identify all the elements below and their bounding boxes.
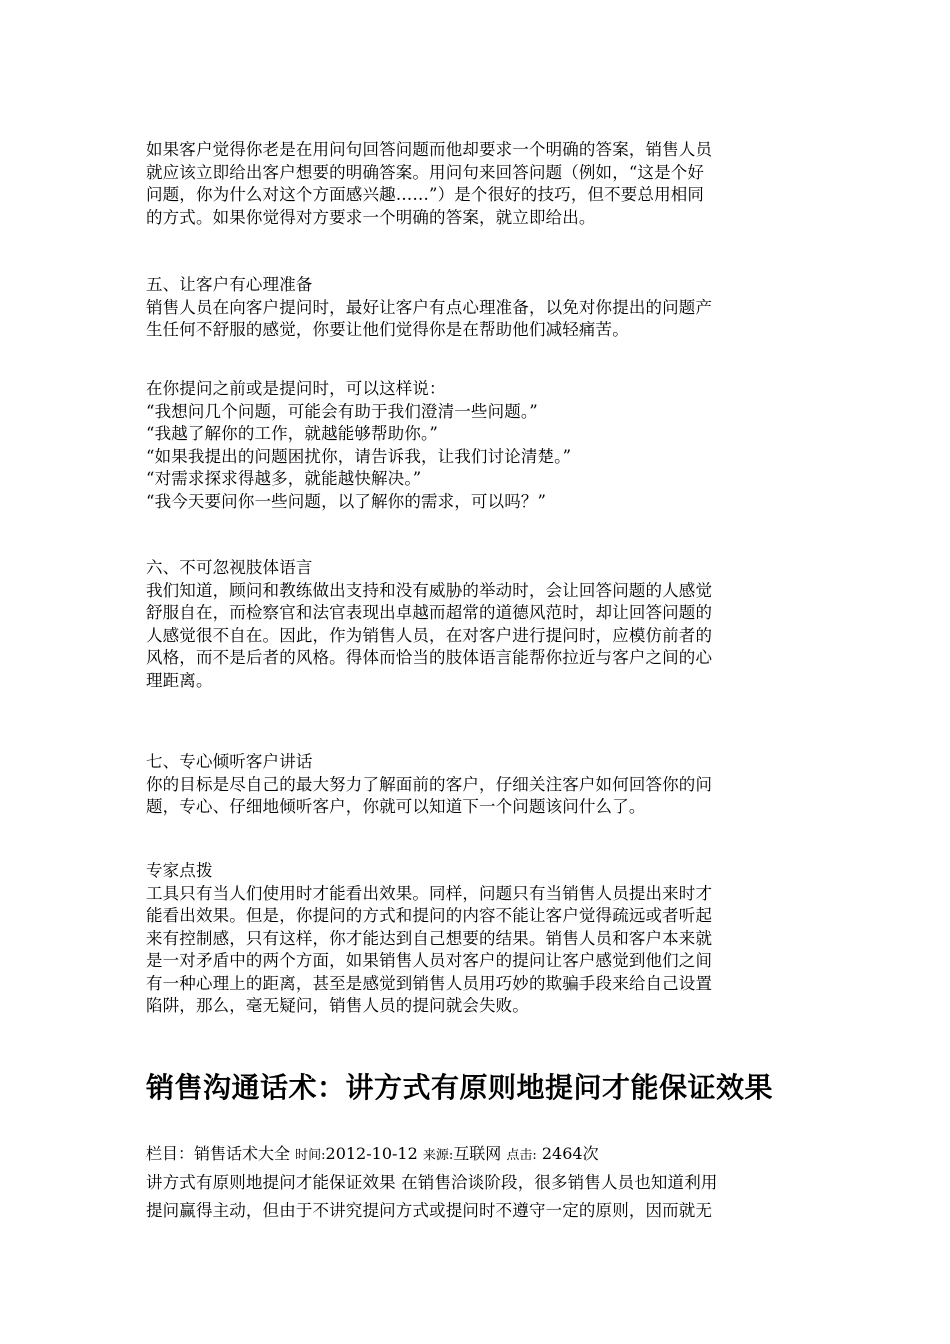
quote-line: “如果我提出的问题困扰你，请告诉我，让我们讨论清楚。” — [146, 446, 572, 466]
text-line: 陷阱，那么，毫无疑问，销售人员的提问就会失败。 — [146, 996, 529, 1015]
text-line: 是一对矛盾中的两个方面，如果销售人员对客户的提问让客户感觉到他们之间 — [146, 951, 713, 970]
text-line: 的方式。如果你觉得对方要求一个明确的答案，就立即给出。 — [146, 207, 596, 227]
text-line: 风格，而不是后者的风格。得体而恰当的肢体语言能帮你拉近与客户之间的心 — [146, 648, 713, 667]
quote-line: “对需求探求得越多，就能越快解决。” — [146, 469, 422, 488]
section-heading: 七、专心倾听客户讲话 — [146, 752, 313, 771]
section-heading: 五、让客户有心理准备 — [146, 275, 313, 294]
text-line: 工具只有当人们使用时才能看出效果。同样，问题只有当销售人员提出来时才 — [146, 883, 713, 903]
text-line: 题，专心、仔细地倾听客户，你就可以知道下一个问题该问什么了。 — [146, 797, 646, 816]
quote-line: “我想问几个问题，可能会有助于我们澄清一些问题。” — [146, 401, 538, 421]
text-line: 来有控制感，只有这样，你才能达到自己想要的结果。销售人员和客户本来就 — [146, 928, 713, 948]
quote-examples — [146, 378, 810, 513]
meta-column-link[interactable]: 销售话术大全 — [194, 1144, 291, 1163]
quote-line: “我今天要问你一些问题，以了解你的需求，可以吗？” — [146, 491, 547, 511]
text-line: 理距离。 — [146, 670, 213, 690]
meta-time-value: 2012-10-12 — [325, 1144, 418, 1163]
quotes-intro: 在你提问之前或是提问时，可以这样说： — [146, 379, 446, 398]
meta-time-label: 时间: — [295, 1148, 326, 1163]
text-line: 销售人员在向客户提问时，最好让客户有点心理准备，以免对你提出的问题产 — [146, 297, 713, 317]
text-line: 如果客户觉得你老是在用问句回答问题而他却要求一个明确的答案，销售人员 — [146, 140, 713, 159]
text-line: 就应该立即给出客户想要的明确答案。用问句来回答问题（例如，“这是个好 — [146, 162, 705, 182]
section-five — [146, 274, 810, 342]
article-meta — [146, 1142, 599, 1168]
text-line: 你的目标是尽自己的最大努力了解面前的客户，仔细关注客户如何回答你的问 — [146, 774, 713, 794]
text-line: 问题，你为什么对这个方面感兴趣……”）是个很好的技巧，但不要总用相同 — [146, 185, 705, 204]
meta-column-label: 栏目： — [146, 1144, 195, 1163]
section-heading: 专家点拨 — [146, 861, 213, 880]
text-line: 讲方式有原则地提问才能保证效果 在销售洽谈阶段，很多销售人员也知道利用 — [146, 1173, 718, 1192]
text-line: 能看出效果。但是，你提问的方式和提问的内容不能让客户觉得疏远或者听起 — [146, 906, 713, 925]
article-intro — [146, 1169, 810, 1225]
text-line: 有一种心理上的距离，甚至是感觉到销售人员用巧妙的欺骗手段来给自己设置 — [146, 973, 713, 993]
quote-line: “我越了解你的工作，就越能够帮助你。” — [146, 424, 438, 443]
meta-clicks-label: 点击: — [506, 1148, 537, 1163]
meta-clicks-value: 2464 — [541, 1144, 583, 1163]
section-seven — [146, 751, 810, 819]
meta-clicks-unit: 次 — [582, 1144, 599, 1163]
section-six — [146, 557, 810, 692]
meta-source-label: 来源: — [422, 1148, 454, 1163]
paragraph-answer-clearly — [146, 139, 810, 229]
article-title: 销售沟通话术：讲方式有原则地提问才能保证效果 — [146, 1071, 774, 1104]
text-line: 舒服自在，而检察官和法官表现出卓越而超常的道德风范时，却让回答问题的 — [146, 603, 713, 622]
meta-source-value: 互联网 — [453, 1144, 502, 1163]
text-line: 我们知道，顾问和教练做出支持和没有威胁的举动时，会让回答问题的人感觉 — [146, 580, 713, 600]
text-line: 生任何不舒服的感觉，你要让他们觉得你是在帮助他们减轻痛苦。 — [146, 320, 629, 339]
expert-tips — [146, 860, 810, 1018]
section-heading: 六、不可忽视肢体语言 — [146, 558, 313, 577]
text-line: 提问赢得主动，但由于不讲究提问方式或提问时不遵守一定的原则，因而就无 — [146, 1201, 713, 1220]
text-line: 人感觉很不自在。因此，作为销售人员，在对客户进行提问时，应模仿前者的 — [146, 625, 713, 645]
